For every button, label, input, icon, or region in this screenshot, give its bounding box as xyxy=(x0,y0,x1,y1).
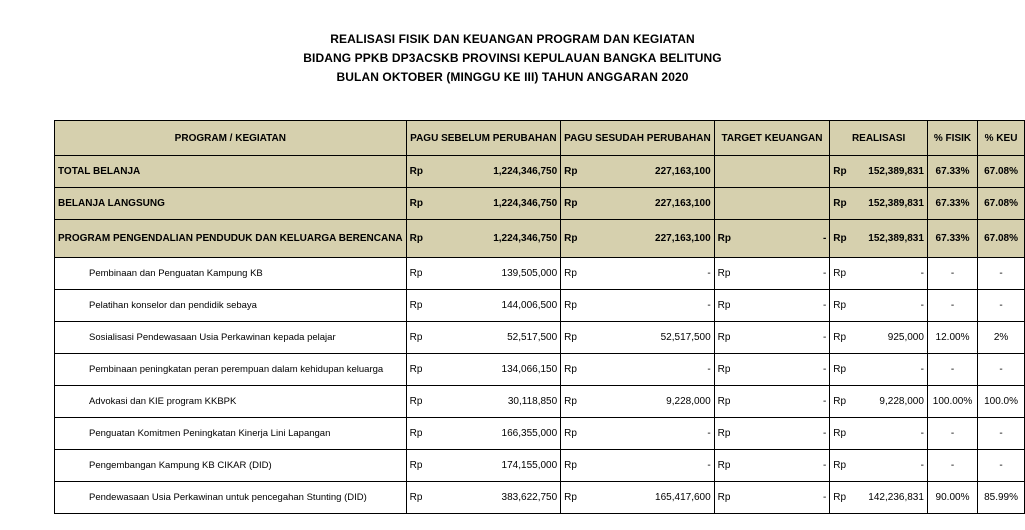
title-line-3: BULAN OKTOBER (MINGGU KE III) TAHUN ANGGARAN 2020 xyxy=(336,70,689,84)
target-cell: - xyxy=(748,290,830,322)
table-row xyxy=(55,258,1025,290)
keu-cell: 67.08% xyxy=(978,188,1025,220)
rp-sebelum-cell: Rp xyxy=(406,290,442,322)
rp-target-cell: Rp xyxy=(714,258,748,290)
fisik-cell: 12.00% xyxy=(927,322,977,354)
rp-sebelum-cell: Rp xyxy=(406,354,442,386)
program-cell: Pelatihan konselor dan pendidik sebaya xyxy=(55,290,407,322)
target-cell: - xyxy=(748,386,830,418)
target-cell: - xyxy=(748,450,830,482)
keu-cell: 67.08% xyxy=(978,220,1025,258)
pagu-sebelum-cell: 139,505,000 xyxy=(443,258,561,290)
keu-cell: - xyxy=(978,354,1025,386)
rp-realisasi-cell: Rp xyxy=(830,220,855,258)
table-row xyxy=(55,450,1025,482)
pagu-sesudah-cell: - xyxy=(599,450,714,482)
col-target-header: TARGET KEUANGAN xyxy=(714,121,830,156)
rp-target-cell: Rp xyxy=(714,482,748,514)
rp-target-cell: Rp xyxy=(714,386,748,418)
pagu-sebelum-cell: 1,224,346,750 xyxy=(443,220,561,258)
rp-sesudah-cell: Rp xyxy=(561,322,599,354)
pagu-sebelum-cell: 52,517,500 xyxy=(443,322,561,354)
table-row xyxy=(55,290,1025,322)
program-cell: Penguatan Komitmen Peningkatan Kinerja Lini Lapangan xyxy=(55,418,407,450)
rp-target-cell xyxy=(714,156,748,188)
fisik-cell: 67.33% xyxy=(927,156,977,188)
realisasi-cell: 152,389,831 xyxy=(855,156,928,188)
fisik-cell: 67.33% xyxy=(927,188,977,220)
table-row xyxy=(55,322,1025,354)
rp-sebelum-cell: Rp xyxy=(406,220,442,258)
pagu-sebelum-cell: 134,066,150 xyxy=(443,354,561,386)
rp-target-cell: Rp xyxy=(714,450,748,482)
col-pagu-sebelum-header: PAGU SEBELUM PERUBAHAN xyxy=(406,121,561,156)
col-realisasi-header: REALISASI xyxy=(830,121,928,156)
program-cell: Pendewasaan Usia Perkawinan untuk pencegahan Stunting (DID) xyxy=(55,482,407,514)
pagu-sesudah-cell: - xyxy=(599,354,714,386)
rp-target-cell: Rp xyxy=(714,354,748,386)
pagu-sebelum-cell: 166,355,000 xyxy=(443,418,561,450)
title-line-2: BIDANG PPKB DP3ACSKB PROVINSI KEPULAUAN BANGKA BELITUNG xyxy=(303,51,722,65)
realisasi-cell: 925,000 xyxy=(855,322,928,354)
rp-sebelum-cell: Rp xyxy=(406,386,442,418)
table-body xyxy=(55,156,1025,514)
fisik-cell: 100.00% xyxy=(927,386,977,418)
pagu-sebelum-cell: 174,155,000 xyxy=(443,450,561,482)
realisasi-cell: 9,228,000 xyxy=(855,386,928,418)
summary-row xyxy=(55,188,1025,220)
rp-sebelum-cell: Rp xyxy=(406,418,442,450)
pagu-sebelum-cell: 1,224,346,750 xyxy=(443,188,561,220)
realisasi-cell: 152,389,831 xyxy=(855,220,928,258)
pagu-sesudah-cell: 165,417,600 xyxy=(599,482,714,514)
keu-cell: - xyxy=(978,258,1025,290)
fisik-cell: - xyxy=(927,290,977,322)
pagu-sesudah-cell: 227,163,100 xyxy=(599,188,714,220)
target-cell xyxy=(748,156,830,188)
rp-sesudah-cell: Rp xyxy=(561,156,599,188)
keu-cell: - xyxy=(978,418,1025,450)
pagu-sebelum-cell: 383,622,750 xyxy=(443,482,561,514)
pagu-sesudah-cell: 9,228,000 xyxy=(599,386,714,418)
pagu-sesudah-cell: - xyxy=(599,418,714,450)
fisik-cell: 67.33% xyxy=(927,220,977,258)
program-cell: Pembinaan dan Penguatan Kampung KB xyxy=(55,258,407,290)
rp-realisasi-cell: Rp xyxy=(830,450,855,482)
rp-realisasi-cell: Rp xyxy=(830,418,855,450)
report-title xyxy=(0,30,1025,87)
fisik-cell: - xyxy=(927,450,977,482)
keu-cell: 85.99% xyxy=(978,482,1025,514)
rp-realisasi-cell: Rp xyxy=(830,322,855,354)
col-fisik-header: % FISIK xyxy=(927,121,977,156)
rp-sebelum-cell: Rp xyxy=(406,156,442,188)
summary-row xyxy=(55,220,1025,258)
rp-realisasi-cell: Rp xyxy=(830,258,855,290)
realisasi-cell: - xyxy=(855,418,928,450)
target-cell: - xyxy=(748,482,830,514)
rp-sesudah-cell: Rp xyxy=(561,450,599,482)
rp-sesudah-cell: Rp xyxy=(561,188,599,220)
realisasi-table xyxy=(54,120,1025,514)
target-cell: - xyxy=(748,258,830,290)
rp-sesudah-cell: Rp xyxy=(561,290,599,322)
pagu-sesudah-cell: - xyxy=(599,258,714,290)
rp-realisasi-cell: Rp xyxy=(830,188,855,220)
summary-row xyxy=(55,156,1025,188)
program-cell: Sosialisasi Pendewasaan Usia Perkawinan kepada pelajar xyxy=(55,322,407,354)
rp-sebelum-cell: Rp xyxy=(406,188,442,220)
target-cell: - xyxy=(748,354,830,386)
rp-target-cell: Rp xyxy=(714,418,748,450)
keu-cell: - xyxy=(978,290,1025,322)
rp-sebelum-cell: Rp xyxy=(406,258,442,290)
pagu-sebelum-cell: 144,006,500 xyxy=(443,290,561,322)
table-row xyxy=(55,418,1025,450)
table-row xyxy=(55,354,1025,386)
rp-sesudah-cell: Rp xyxy=(561,386,599,418)
pagu-sesudah-cell: 227,163,100 xyxy=(599,220,714,258)
realisasi-cell: - xyxy=(855,258,928,290)
rp-target-cell: Rp xyxy=(714,322,748,354)
rp-realisasi-cell: Rp xyxy=(830,482,855,514)
rp-sebelum-cell: Rp xyxy=(406,482,442,514)
rp-sesudah-cell: Rp xyxy=(561,354,599,386)
col-keu-header: % KEU xyxy=(978,121,1025,156)
program-cell: TOTAL BELANJA xyxy=(55,156,407,188)
table-row xyxy=(55,386,1025,418)
rp-realisasi-cell: Rp xyxy=(830,354,855,386)
program-cell: Advokasi dan KIE program KKBPK xyxy=(55,386,407,418)
program-cell: BELANJA LANGSUNG xyxy=(55,188,407,220)
rp-realisasi-cell: Rp xyxy=(830,156,855,188)
target-cell xyxy=(748,188,830,220)
rp-sesudah-cell: Rp xyxy=(561,258,599,290)
col-program-header: PROGRAM / KEGIATAN xyxy=(55,121,407,156)
pagu-sesudah-cell: 52,517,500 xyxy=(599,322,714,354)
realisasi-cell: - xyxy=(855,354,928,386)
rp-sesudah-cell: Rp xyxy=(561,482,599,514)
program-cell: Pengembangan Kampung KB CIKAR (DID) xyxy=(55,450,407,482)
pagu-sebelum-cell: 1,224,346,750 xyxy=(443,156,561,188)
program-cell: Pembinaan peningkatan peran perempuan dalam kehidupan keluarga xyxy=(55,354,407,386)
keu-cell: 67.08% xyxy=(978,156,1025,188)
rp-target-cell xyxy=(714,188,748,220)
rp-sesudah-cell: Rp xyxy=(561,418,599,450)
pagu-sesudah-cell: - xyxy=(599,290,714,322)
col-pagu-sesudah-header: PAGU SESUDAH PERUBAHAN xyxy=(561,121,715,156)
keu-cell: 100.0% xyxy=(978,386,1025,418)
fisik-cell: 90.00% xyxy=(927,482,977,514)
target-cell: - xyxy=(748,322,830,354)
keu-cell: - xyxy=(978,450,1025,482)
title-line-1: REALISASI FISIK DAN KEUANGAN PROGRAM DAN KEGIATAN xyxy=(330,32,695,46)
fisik-cell: - xyxy=(927,258,977,290)
rp-realisasi-cell: Rp xyxy=(830,290,855,322)
fisik-cell: - xyxy=(927,418,977,450)
table-row xyxy=(55,482,1025,514)
table-header-row xyxy=(55,121,1025,156)
rp-sesudah-cell: Rp xyxy=(561,220,599,258)
rp-realisasi-cell: Rp xyxy=(830,386,855,418)
rp-sebelum-cell: Rp xyxy=(406,450,442,482)
pagu-sebelum-cell: 30,118,850 xyxy=(443,386,561,418)
keu-cell: 2% xyxy=(978,322,1025,354)
realisasi-cell: 142,236,831 xyxy=(855,482,928,514)
realisasi-cell: - xyxy=(855,290,928,322)
target-cell: - xyxy=(748,220,830,258)
realisasi-cell: - xyxy=(855,450,928,482)
rp-target-cell: Rp xyxy=(714,220,748,258)
rp-target-cell: Rp xyxy=(714,290,748,322)
rp-sebelum-cell: Rp xyxy=(406,322,442,354)
target-cell: - xyxy=(748,418,830,450)
program-cell: PROGRAM PENGENDALIAN PENDUDUK DAN KELUARGA BERENCANA xyxy=(55,220,407,258)
fisik-cell: - xyxy=(927,354,977,386)
pagu-sesudah-cell: 227,163,100 xyxy=(599,156,714,188)
realisasi-cell: 152,389,831 xyxy=(855,188,928,220)
